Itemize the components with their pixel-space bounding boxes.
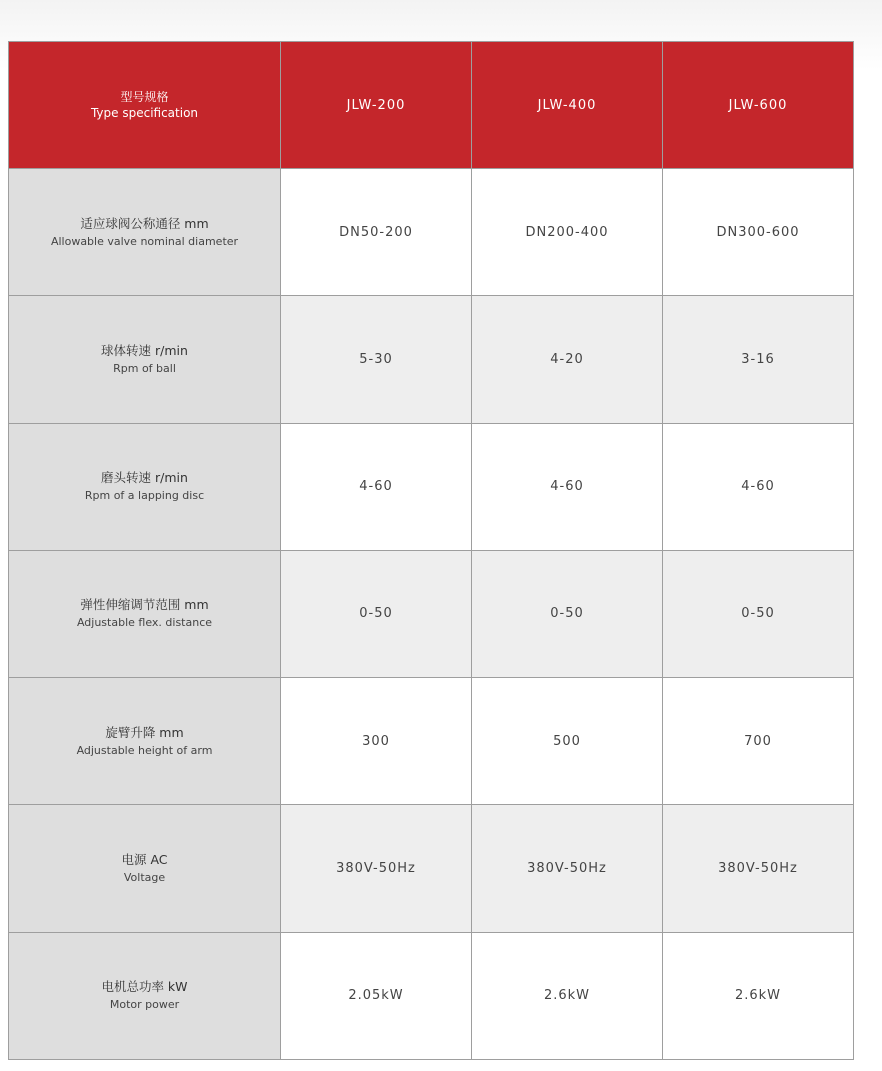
row-label-zh: 适应球阀公称通径 mm xyxy=(80,215,209,231)
row-label xyxy=(9,296,281,423)
model-header-jlw-600: JLW-600 xyxy=(663,42,854,169)
row-label xyxy=(9,678,281,805)
row-label-en: Rpm of ball xyxy=(113,361,176,375)
model-header-jlw-200: JLW-200 xyxy=(281,42,472,169)
table-row xyxy=(9,932,854,1059)
row-label-zh: 电机总功率 kW xyxy=(101,979,188,995)
header-label-en: Type specification xyxy=(90,106,199,120)
header-label-zh: 型号规格 xyxy=(120,90,169,104)
table-row xyxy=(9,169,854,296)
model-header-jlw-400: JLW-400 xyxy=(472,42,663,169)
table-cell: 380V-50Hz xyxy=(663,805,854,932)
table-row xyxy=(9,805,854,932)
table-cell: 500 xyxy=(472,678,663,805)
table-row xyxy=(9,550,854,677)
row-label xyxy=(9,805,281,932)
table-cell: 700 xyxy=(663,678,854,805)
row-label-zh: 电源 AC xyxy=(121,852,168,868)
table-cell: DN200-400 xyxy=(472,169,663,296)
row-label xyxy=(9,169,281,296)
row-label-en: Voltage xyxy=(123,871,166,885)
row-label xyxy=(9,550,281,677)
table-cell: 2.05kW xyxy=(281,932,472,1059)
table-cell: 0-50 xyxy=(663,550,854,677)
row-label-en: Adjustable flex. distance xyxy=(76,616,213,630)
row-label xyxy=(9,932,281,1059)
table-cell: 2.6kW xyxy=(472,932,663,1059)
table-cell: DN50-200 xyxy=(281,169,472,296)
row-label-zh: 球体转速 r/min xyxy=(101,342,188,358)
table-cell: DN300-600 xyxy=(663,169,854,296)
table-row xyxy=(9,423,854,550)
header-row xyxy=(9,42,854,169)
table-cell: 0-50 xyxy=(281,550,472,677)
table-cell: 2.6kW xyxy=(663,932,854,1059)
table-cell: 300 xyxy=(281,678,472,805)
row-label-en: Rpm of a lapping disc xyxy=(84,489,205,503)
table-cell: 380V-50Hz xyxy=(281,805,472,932)
row-label-zh: 旋臂升降 mm xyxy=(105,724,184,740)
table-cell: 4-60 xyxy=(281,423,472,550)
row-label-zh: 弹性伸缩调节范围 mm xyxy=(80,597,209,613)
table-cell: 4-60 xyxy=(472,423,663,550)
table-cell: 3-16 xyxy=(663,296,854,423)
table-cell: 4-20 xyxy=(472,296,663,423)
table-cell: 5-30 xyxy=(281,296,472,423)
header-label-cell xyxy=(9,42,281,169)
row-label xyxy=(9,423,281,550)
row-label-en: Motor power xyxy=(109,998,180,1012)
table-cell: 4-60 xyxy=(663,423,854,550)
table-row xyxy=(9,296,854,423)
table-cell: 380V-50Hz xyxy=(472,805,663,932)
row-label-en: Adjustable height of arm xyxy=(76,743,213,757)
row-label-en: Allowable valve nominal diameter xyxy=(50,234,239,248)
table-cell: 0-50 xyxy=(472,550,663,677)
row-label-zh: 磨头转速 r/min xyxy=(101,470,188,486)
spec-table xyxy=(8,41,854,1060)
table-row xyxy=(9,678,854,805)
